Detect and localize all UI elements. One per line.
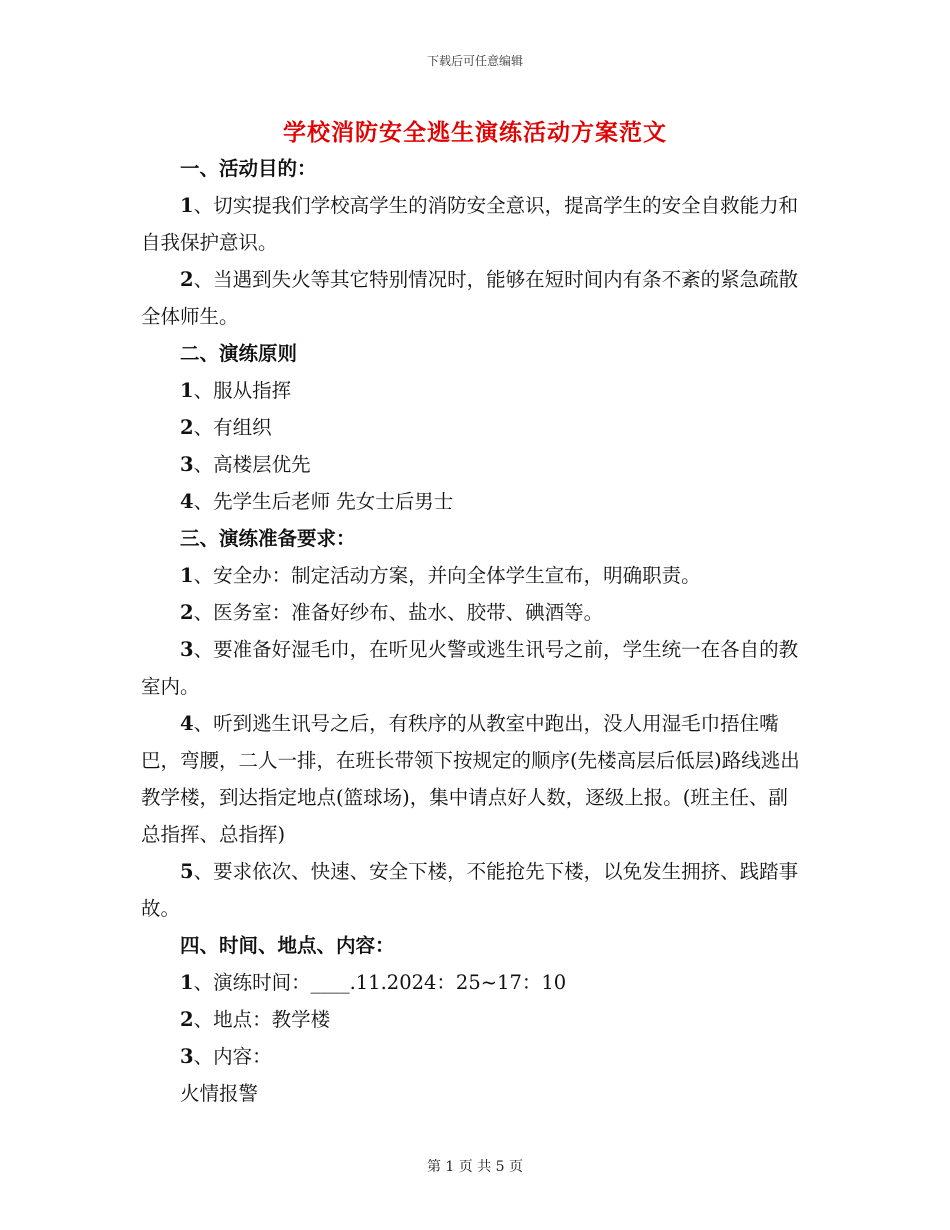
- list-item: [141, 964, 806, 1001]
- item-text: 、先学生后老师 先女士后男士: [193, 490, 454, 513]
- item-text: 、有组织: [193, 416, 272, 439]
- list-item: [141, 631, 806, 705]
- list-item: [141, 261, 806, 335]
- document-body: [141, 150, 806, 1112]
- header-note: 下载后可任意编辑: [426, 54, 523, 68]
- list-item: [141, 409, 806, 446]
- item-text: 、要准备好湿毛巾，在听见火警或逃生讯号之前，学生统一在各自的教室内。: [141, 638, 799, 698]
- item-number: 1: [180, 971, 194, 994]
- list-item: [141, 557, 806, 594]
- item-number: 3: [180, 1045, 194, 1068]
- item-text: 、地点：教学楼: [193, 1008, 331, 1031]
- item-text: 、当遇到失火等其它特别情况时，能够在短时间内有条不紊的紧急疏散全体师生。: [141, 268, 799, 328]
- item-number: 4: [180, 490, 194, 513]
- section-heading: 一、活动目的：: [180, 157, 317, 180]
- item-text: 、演练时间：____.11.2024：25~17：10: [193, 971, 567, 994]
- item-number: 3: [180, 453, 194, 476]
- item-number: 2: [180, 1008, 194, 1031]
- item-number: 3: [180, 638, 194, 661]
- list-item: [141, 446, 806, 483]
- section-heading: 二、演练原则: [180, 342, 298, 365]
- item-text: 、听到逃生讯号之后，有秩序的从教室中跑出，没人用湿毛巾捂住嘴巴，弯腰，二人一排，在班长带领下按规定的顺序(先楼高层后低层)路线逃出教学楼，到达指定地点(篮球场)，集中请点好人数，逐级上报。(班主任、副总指挥、总指挥): [141, 712, 800, 846]
- item-text: 、要求依次、快速、安全下楼，不能抢先下楼，以免发生拥挤、践踏事故。: [141, 860, 799, 920]
- list-item: [141, 705, 806, 853]
- item-number: 1: [180, 379, 194, 402]
- item-text: 、安全办：制定活动方案，并向全体学生宣布，明确职责。: [193, 564, 701, 587]
- item-text: 、内容：: [193, 1045, 272, 1068]
- item-text: 、医务室：准备好纱布、盐水、胶带、碘酒等。: [193, 601, 604, 624]
- list-item: [141, 372, 806, 409]
- item-number: 5: [180, 860, 194, 883]
- list-item: [141, 483, 806, 520]
- item-number: 2: [180, 601, 194, 624]
- list-item: [141, 1038, 806, 1075]
- item-number: 1: [180, 194, 194, 217]
- body-paragraph: 火情报警: [180, 1082, 259, 1105]
- section-heading: 三、演练准备要求：: [180, 527, 356, 550]
- item-number: 4: [180, 712, 194, 735]
- page-footer: 第 1 页 共 5 页: [426, 1159, 524, 1175]
- item-number: 1: [180, 564, 194, 587]
- item-text: 、服从指挥: [193, 379, 292, 402]
- list-item: [141, 594, 806, 631]
- list-item: [141, 853, 806, 927]
- item-text: 、高楼层优先: [193, 453, 311, 476]
- list-item: [141, 187, 806, 261]
- item-number: 2: [180, 268, 194, 291]
- item-number: 2: [180, 416, 194, 439]
- list-item: [141, 1001, 806, 1038]
- document-title: 学校消防安全逃生演练活动方案范文: [283, 119, 667, 146]
- item-text: 、切实提我们学校高学生的消防安全意识，提高学生的安全自救能力和自我保护意识。: [141, 194, 799, 254]
- section-heading: 四、时间、地点、内容：: [180, 934, 395, 957]
